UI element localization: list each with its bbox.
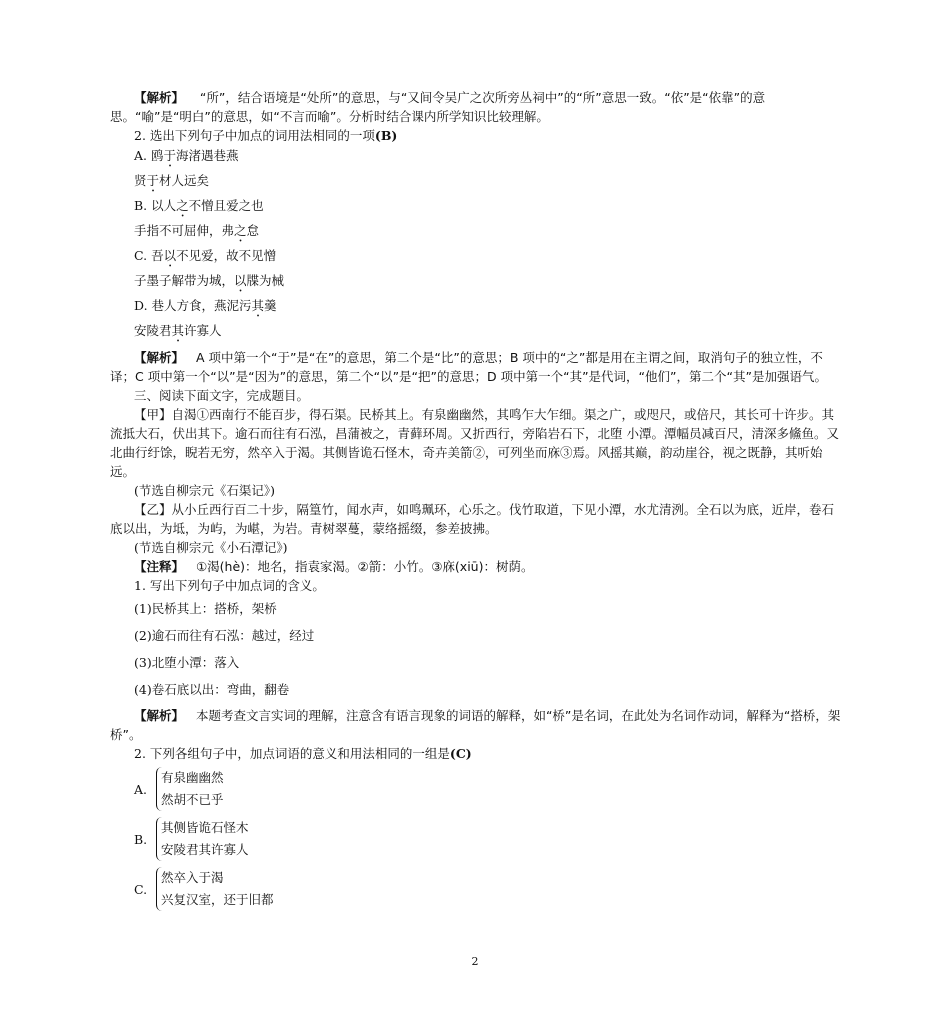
analysis-tag: 【解析】 <box>134 350 185 365</box>
page-number: 2 <box>471 955 479 968</box>
analysis-3 <box>110 706 842 744</box>
analysis-text: “所”，结合语境是“处所”的意思，与“又间令吴广之次所旁丛祠中”的“所”意思一致。“依”是“依靠”的意思。“喻”是“明白”的意思，如“不言而喻”。分析时结合课内所学知识比较理解。 <box>110 90 766 124</box>
question-2-stem: 2. 选出下列句子中加点的词用法相同的一项(B) <box>134 128 398 143</box>
option-c-line1: C. 吾以不见爱，故不见憎 <box>134 248 277 263</box>
item-4: (4)卷石底以出：弯曲，翻卷 <box>134 682 290 697</box>
option-d-line2: 安陵君其许寡人 <box>134 323 222 338</box>
question-3-2-stem: 2. 下列各组句子中，加点词语的意义和用法相同的一组是(C) <box>134 746 472 761</box>
item-answer: 弯曲，翻卷 <box>226 682 290 697</box>
option-c-line2: 子墨子解带为城，以牒为械 <box>134 273 285 288</box>
choice-brace: 有泉幽幽然 然胡不已乎 <box>156 767 224 811</box>
passage-jia: 【甲】自渴①西南行不能百步，得石渠。民桥其上。有泉幽幽然，其鸣乍大乍细。渠之广，或咫尺，或倍尺，其长可十许步。其流抵大石，伏出其下。逾石而往有石泓，昌蒲被之，青藓环周。又折西行，旁陷岩石下，北堕 小潭。潭幅员减百尺，清深多鯈鱼。又北曲行纡馀，睨若无穷，然卒入于渴。其侧皆诡石怪木，奇卉美箭②，可列坐而庥③焉。风摇其巅，韵动崖谷，视之既静，其听始远。 <box>110 407 839 479</box>
analysis-tag: 【解析】 <box>134 708 185 723</box>
analysis-2 <box>110 348 842 386</box>
passage-jia-source: (节选自柳宗元《石渠记》) <box>134 483 276 498</box>
notes: 【注释】 ①渴(hè)：地名，指袁家渴。②箭：小竹。③庥(xiū)：树荫。 <box>134 559 534 574</box>
item-1: (1)民桥其上：搭桥，架桥 <box>134 601 277 616</box>
choice-b: B. 其侧皆诡石怪木 安陵君其许寡人 <box>110 817 842 861</box>
option-a-line2: 贤于材人远矣 <box>134 173 210 188</box>
choice-brace: 其侧皆诡石怪木 安陵君其许寡人 <box>156 817 249 861</box>
passage-yi-source: (节选自柳宗元《小石潭记》) <box>134 540 288 555</box>
choice-brace: 然卒入于渴 兴复汉室，还于旧都 <box>156 867 274 911</box>
answer: (B) <box>374 128 398 143</box>
item-3: (3)北堕小潭：落入 <box>134 655 240 670</box>
item-answer: 越过，经过 <box>251 628 315 643</box>
option-b-line2: 手指不可屈伸，弗之怠 <box>134 223 260 238</box>
choice-a: A. 有泉幽幽然 然胡不已乎 <box>110 767 842 811</box>
section-3-title: 三、阅读下面文字，完成题目。 <box>134 388 310 403</box>
item-answer: 落入 <box>214 655 240 670</box>
option-d-line1: D. 巷人方食，燕泥污其羹 <box>134 298 277 313</box>
passage-yi: 【乙】从小丘西行百二十步，隔篁竹，闻水声，如鸣珮环，心乐之。伐竹取道，下见小潭，水尤清洌。全石以为底，近岸，卷石底以出，为坻，为屿，为嵁，为岩。青树翠蔓，蒙络摇缀，参差披拂。 <box>110 502 835 536</box>
item-answer: 搭桥，架桥 <box>214 601 277 616</box>
analysis-text: 本题考查文言实词的理解，注意含有语言现象的词语的解释，如“桥”是名词，在此处为名词作动词，解释为“搭桥，架桥”。 <box>110 708 841 742</box>
analysis-text: A 项中第一个“于”是“在”的意思，第二个是“比”的意思；B 项中的“之”都是用在主谓之间，取消句子的独立性，不译；C 项中第一个“以”是“因为”的意思，第二个“以”是“把”的意思；D 项中第一个“其”是代词，“他们”，第二个“其”是加强语气。 <box>110 350 827 384</box>
choice-c: C. 然卒入于渴 兴复汉室，还于旧都 <box>110 867 842 911</box>
question-3-1-stem: 1. 写出下列句子中加点词的含义。 <box>134 578 325 593</box>
document-page <box>110 88 842 917</box>
analysis-1 <box>110 88 842 126</box>
option-a-line1: A. 鸥于海渚遇巷燕 <box>134 148 239 163</box>
analysis-tag: 【解析】 <box>134 90 185 105</box>
item-2: (2)逾石而往有石泓：越过，经过 <box>134 628 315 643</box>
answer: (C) <box>449 746 472 761</box>
option-b-line1: B. 以人之不憎且爱之也 <box>134 198 264 213</box>
